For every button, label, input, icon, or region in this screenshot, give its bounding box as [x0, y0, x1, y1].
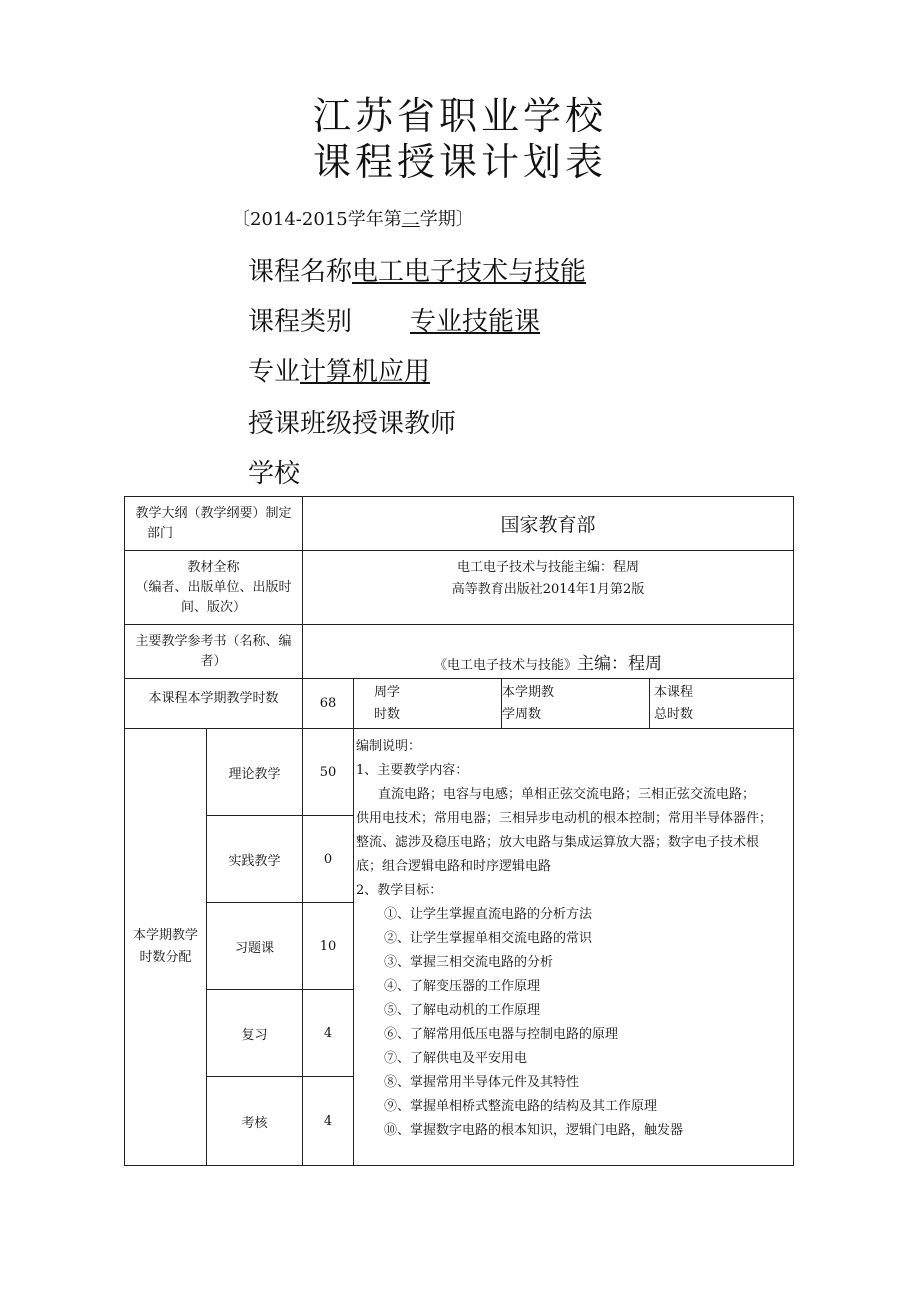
course-name-value: 电工电子技术与技能 [352, 257, 587, 287]
distribution-type: 理论教学 [207, 729, 303, 816]
syllabus-row [125, 497, 794, 551]
textbook-label-line1: 教材全称 [187, 559, 240, 575]
weekly-hours-label [374, 682, 400, 726]
distribution-type: 考核 [207, 1077, 303, 1166]
course-type-label: 课程类别 [248, 307, 353, 337]
distribution-label-line1: 本学期教学 [132, 928, 198, 943]
syllabus-label [125, 497, 303, 551]
weekly-hours-line2: 时数 [374, 706, 401, 722]
reference-label [125, 625, 303, 679]
course-plan-table [124, 496, 794, 1166]
term-number: 二 [401, 209, 420, 230]
objective-item: ②、让学生掌握单相交流电路的常识 [384, 931, 593, 946]
notes-heading: 编制说明： [356, 739, 422, 754]
total-hours-line1: 本课程 [654, 684, 694, 700]
distribution-type: 习题课 [207, 903, 303, 990]
objective-item: ⑧、掌握常用半导体元件及其特性 [384, 1075, 580, 1090]
course-name-row [248, 256, 586, 288]
objectives-heading: 2、教学目标： [356, 883, 443, 898]
textbook-row [125, 551, 794, 625]
major-label: 专业 [248, 357, 301, 387]
academic-term [232, 205, 474, 231]
hours-value: 68 [303, 679, 354, 729]
class-teacher-row: 授课班级授课教师 [248, 409, 457, 439]
textbook-value-line1: 电工电子技术与技能主编：程周 [457, 560, 640, 575]
textbook-label-line2: （编者、出版单位、出版时 [135, 579, 292, 595]
course-name-label: 课程名称 [248, 257, 353, 287]
distribution-type: 复习 [207, 990, 303, 1077]
objective-item: ⑩、掌握数字电路的根本知识，逻辑门电路，触发器 [384, 1123, 684, 1138]
school-title: 江苏省职业学校 [312, 94, 607, 138]
form-title: 课程授课计划表 [312, 140, 607, 184]
objective-item: ③、掌握三相交流电路的分析 [384, 955, 554, 970]
total-hours-line2: 总时数 [654, 706, 694, 722]
objective-item: ④、了解变压器的工作原理 [384, 979, 541, 994]
distribution-row [125, 729, 794, 816]
textbook-label [125, 551, 303, 625]
distribution-hours: 4 [303, 990, 354, 1077]
textbook-label-line3: 间、版次） [181, 599, 247, 615]
major-value: 计算机应用 [300, 357, 431, 387]
content-line: 直流电路；电容与电感；单相正弦交流电路；三相正弦交流电路； [378, 787, 756, 802]
reference-row [125, 625, 794, 679]
distribution-hours: 0 [303, 816, 354, 903]
weekly-hours-line1: 周学 [374, 684, 401, 700]
course-type-value: 专业技能课 [410, 307, 541, 337]
reference-label-line1: 主要教学参考书（名称、编 [135, 633, 292, 649]
distribution-label [125, 729, 207, 1166]
distribution-hours: 10 [303, 903, 354, 990]
distribution-label-line2: 时数分配 [139, 950, 192, 965]
term-suffix: 学期〕 [419, 209, 474, 230]
reference-title: 《电工电子技术与技能》 [434, 658, 578, 673]
objective-item: ⑤、了解电动机的工作原理 [384, 1003, 541, 1018]
term-weeks-label [502, 682, 554, 726]
syllabus-value: 国家教育部 [303, 497, 794, 551]
content-line: 整流、滤涉及稳压电路；放大电路与集成运算放大器；数字电子技术根 [356, 835, 760, 850]
term-weeks-cell [502, 679, 650, 729]
notes-cell [354, 729, 794, 1166]
distribution-hours: 50 [303, 729, 354, 816]
reference-value [303, 625, 794, 679]
total-hours-label [654, 682, 693, 726]
syllabus-label-line2: 部门 [147, 525, 174, 541]
term-weeks-line2: 学周数 [502, 706, 542, 722]
distribution-hours: 4 [303, 1077, 354, 1166]
school-row: 学校 [248, 459, 301, 489]
reference-editor: 主编：程周 [577, 654, 663, 674]
course-type-row [248, 306, 540, 338]
content-heading: 1、主要教学内容： [356, 763, 469, 778]
major-row [248, 356, 430, 388]
objective-item: ⑨、掌握单相桥式整流电路的结构及其工作原理 [384, 1099, 658, 1114]
term-prefix: 〔2014-2015学年第 [232, 209, 402, 230]
objective-item: ⑦、了解供电及平安用电 [384, 1051, 528, 1066]
objective-item: ⑥、了解常用低压电器与控制电路的原理 [384, 1027, 619, 1042]
textbook-value [303, 551, 794, 625]
term-weeks-line1: 本学期教 [502, 684, 555, 700]
distribution-type: 实践教学 [207, 816, 303, 903]
content-line: 底；组合逻辑电路和时序逻辑电路 [356, 859, 552, 874]
syllabus-label-line1: 教学大纲（教学纲要）制定 [135, 505, 292, 521]
objective-item: ①、让学生掌握直流电路的分析方法 [384, 907, 593, 922]
textbook-value-line2: 高等教育出版社2014年1月第2版 [451, 582, 645, 597]
total-hours-cell [650, 679, 794, 729]
weekly-hours-cell [354, 679, 502, 729]
hours-label: 本课程本学期教学时数 [125, 679, 303, 729]
hours-row [125, 679, 794, 729]
content-line: 供用电技术；常用电器；三相异步电动机的根本控制；常用半导体器件； [356, 811, 773, 826]
reference-label-line2: 者） [200, 653, 227, 669]
